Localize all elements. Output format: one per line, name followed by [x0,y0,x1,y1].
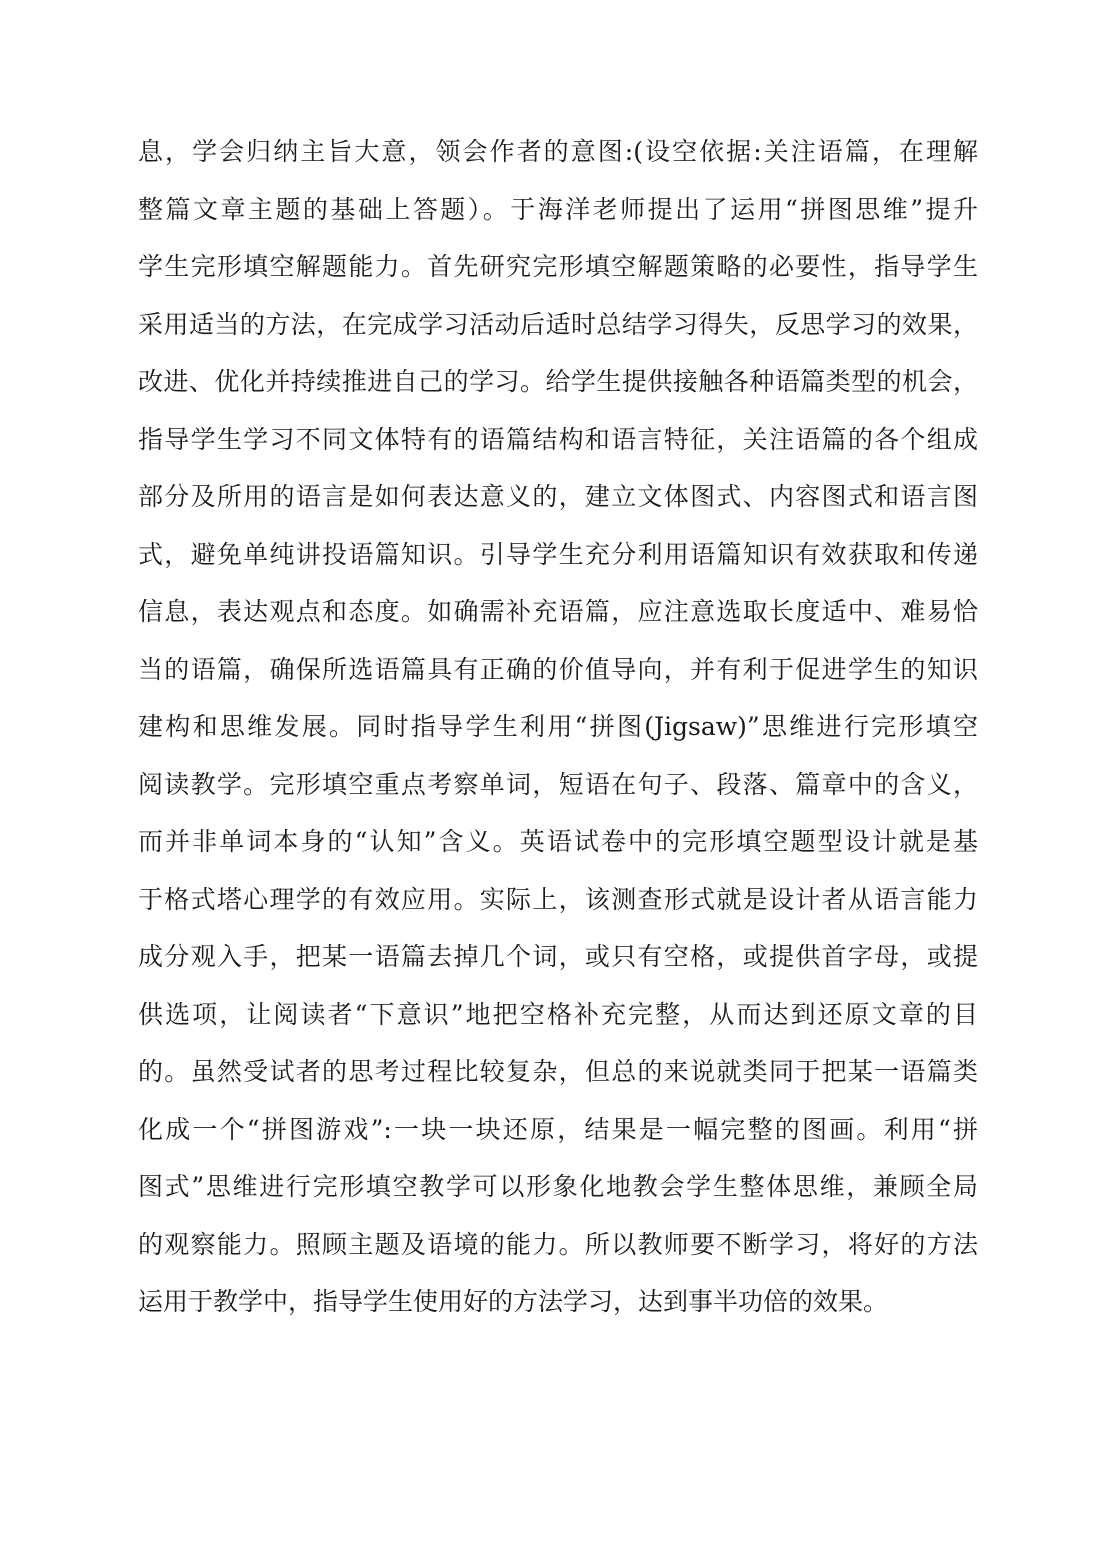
body-paragraph [138,123,978,1331]
text-line: 成分观入手，把某一语篇去掉几个词，或只有空格，或提供首字母，或提 [138,942,978,971]
text-line: 图式”思维进行完形填空教学可以形象化地教会学生整体思维，兼顾全局 [138,1172,978,1201]
text-line: 整篇文章主题的基础上答题）。于海洋老师提出了运用“拼图思维”提升 [138,194,978,224]
text-line: 息，学会归纳主旨大意，领会作者的意图:(设空依据:关注语篇，在理解 [138,137,978,166]
text-line: 当的语篇，确保所选语篇具有正确的价值导向，并有利于促进学生的知识 [138,654,978,684]
text-line: 阅读教学。完形填空重点考察单词，短语在句子、段落、篇章中的含义， [138,769,978,799]
text-line: 部分及所用的语言是如何表达意义的，建立文体图式、内容图式和语言图 [138,482,978,511]
text-line: 改进、优化并持续推进自己的学习。给学生提供接触各种语篇类型的机会， [138,367,978,396]
text-line: 学生完形填空解题能力。首先研究完形填空解题策略的必要性，指导学生 [138,252,978,281]
text-line: 采用适当的方法，在完成学习活动后适时总结学习得失，反思学习的效果， [138,309,978,339]
text-line: 指导学生学习不同文体特有的语篇结构和语言特征，关注语篇的各个组成 [138,424,978,454]
text-line: 而并非单词本身的“认知”含义。英语试卷中的完形填空题型设计就是基 [138,827,978,856]
text-line: 供选项，让阅读者“下意识”地把空格补充完整，从而达到还原文章的目 [138,999,978,1029]
text-line: 信息，表达观点和态度。如确需补充语篇，应注意选取长度适中、难易恰 [138,597,978,626]
text-line: 式，避免单纯讲投语篇知识。引导学生充分利用语篇知识有效获取和传递 [138,539,978,569]
text-line: 的。虽然受试者的思考过程比较复杂，但总的来说就类同于把某一语篇类 [138,1057,978,1086]
text-line: 于格式塔心理学的有效应用。实际上，该测查形式就是设计者从语言能力 [138,884,978,914]
text-line: 运用于教学中，指导学生使用好的方法学习，达到事半功倍的效果。 [138,1287,889,1316]
text-line: 化成一个“拼图游戏”:一块一块还原，结果是一幅完整的图画。利用“拼 [138,1114,978,1144]
text-line: 的观察能力。照顾主题及语境的能力。所以教师要不断学习，将好的方法 [138,1229,978,1259]
text-line: 建构和思维发展。同时指导学生利用“拼图(Jigsaw)”思维进行完形填空 [138,712,978,741]
